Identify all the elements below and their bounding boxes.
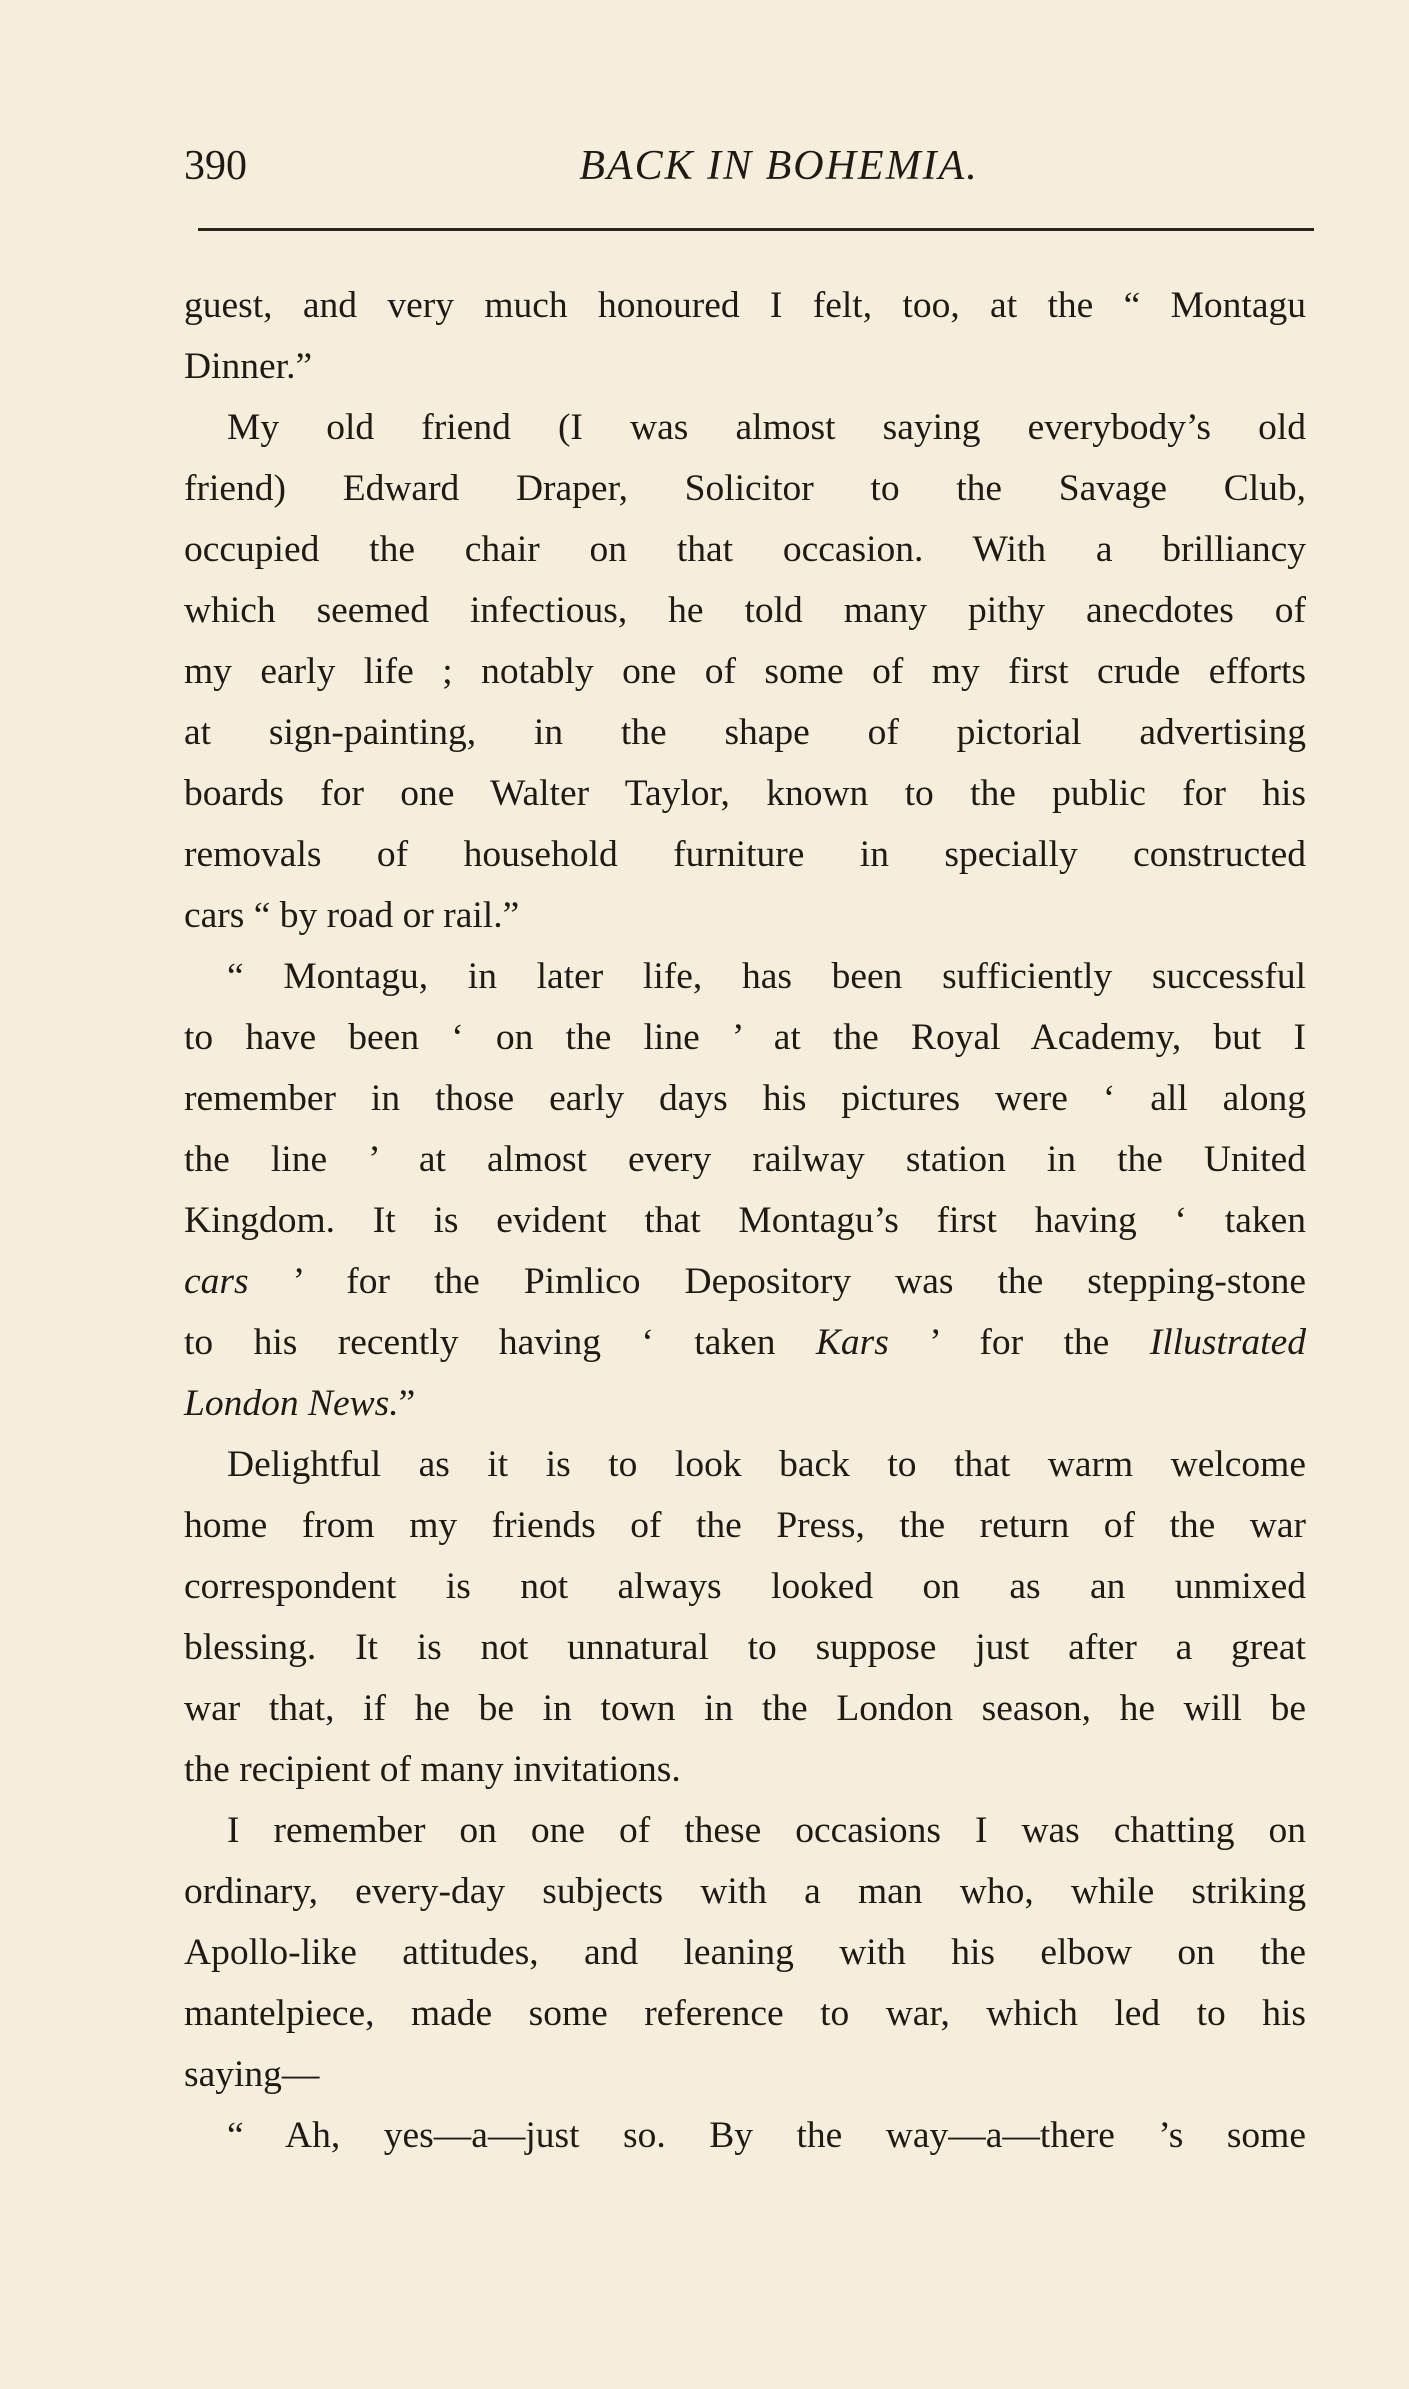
text-line: I remember on one of these occasions I was chatting on bbox=[227, 1810, 1306, 1851]
text-line: correspondent is not always looked on as an unmixed bbox=[184, 1566, 1306, 1607]
text-line: my early life ; notably one of some of my first crude efforts bbox=[184, 651, 1306, 692]
running-title: BACK IN BOHEMIA. bbox=[579, 143, 979, 189]
text-line: ordinary, every-day subjects with a man who, while striking bbox=[184, 1871, 1306, 1912]
text-line: the line ’ at almost every railway station in the United bbox=[184, 1139, 1306, 1180]
text-line: “ Montagu, in later life, has been sufficiently successful bbox=[227, 956, 1306, 997]
text-line: Dinner.” bbox=[184, 346, 313, 387]
text-line: to his recently having ‘ taken Kars ’ for the Illustrated bbox=[184, 1322, 1306, 1363]
body-text bbox=[184, 275, 1306, 2166]
text-line: boards for one Walter Taylor, known to the public for his bbox=[184, 773, 1306, 814]
text-line: mantelpiece, made some reference to war, which led to his bbox=[184, 1993, 1306, 2034]
text-line: remember in those early days his pictures were ‘ all along bbox=[184, 1078, 1306, 1119]
italic-text: Illustrated bbox=[1149, 1322, 1306, 1363]
text-line: blessing. It is not unnatural to suppose just after a great bbox=[184, 1627, 1306, 1668]
italic-text: cars bbox=[184, 1261, 249, 1302]
text-line: war that, if he be in town in the London season, he will be bbox=[184, 1688, 1306, 1729]
text-line: to have been ‘ on the line ’ at the Royal Academy, but I bbox=[184, 1017, 1306, 1058]
text-line: at sign-painting, in the shape of pictorial advertising bbox=[184, 712, 1306, 753]
text-line: guest, and very much honoured I felt, too, at the “ Montagu bbox=[184, 285, 1306, 326]
text-line: cars “ by road or rail.” bbox=[184, 895, 520, 936]
text-line: removals of household furniture in specially constructed bbox=[184, 834, 1306, 875]
page-number: 390 bbox=[184, 143, 247, 189]
text-line: London News.” bbox=[184, 1383, 416, 1424]
text-line: saying— bbox=[184, 2054, 320, 2095]
text-line: occupied the chair on that occasion. With a brilliancy bbox=[184, 529, 1306, 570]
italic-text: London News. bbox=[184, 1383, 399, 1424]
text-line: Kingdom. It is evident that Montagu’s first having ‘ taken bbox=[184, 1200, 1306, 1241]
text-line: home from my friends of the Press, the return of the war bbox=[184, 1505, 1306, 1546]
text-line: cars ’ for the Pimlico Depository was the stepping-stone bbox=[184, 1261, 1306, 1302]
text-line: which seemed infectious, he told many pithy anecdotes of bbox=[184, 590, 1306, 631]
text-line: the recipient of many invitations. bbox=[184, 1749, 681, 1790]
text-line: Delightful as it is to look back to that warm welcome bbox=[227, 1444, 1306, 1485]
text-line: My old friend (I was almost saying everybody’s old bbox=[227, 407, 1306, 448]
text-line: Apollo-like attitudes, and leaning with his elbow on the bbox=[184, 1932, 1306, 1973]
text-line: friend) Edward Draper, Solicitor to the Savage Club, bbox=[184, 468, 1306, 509]
italic-text: Kars bbox=[815, 1322, 889, 1363]
text-line: “ Ah, yes—a—just so. By the way—a—there ’s some bbox=[227, 2115, 1306, 2156]
header-rule bbox=[198, 228, 1314, 231]
running-head bbox=[184, 136, 1314, 196]
